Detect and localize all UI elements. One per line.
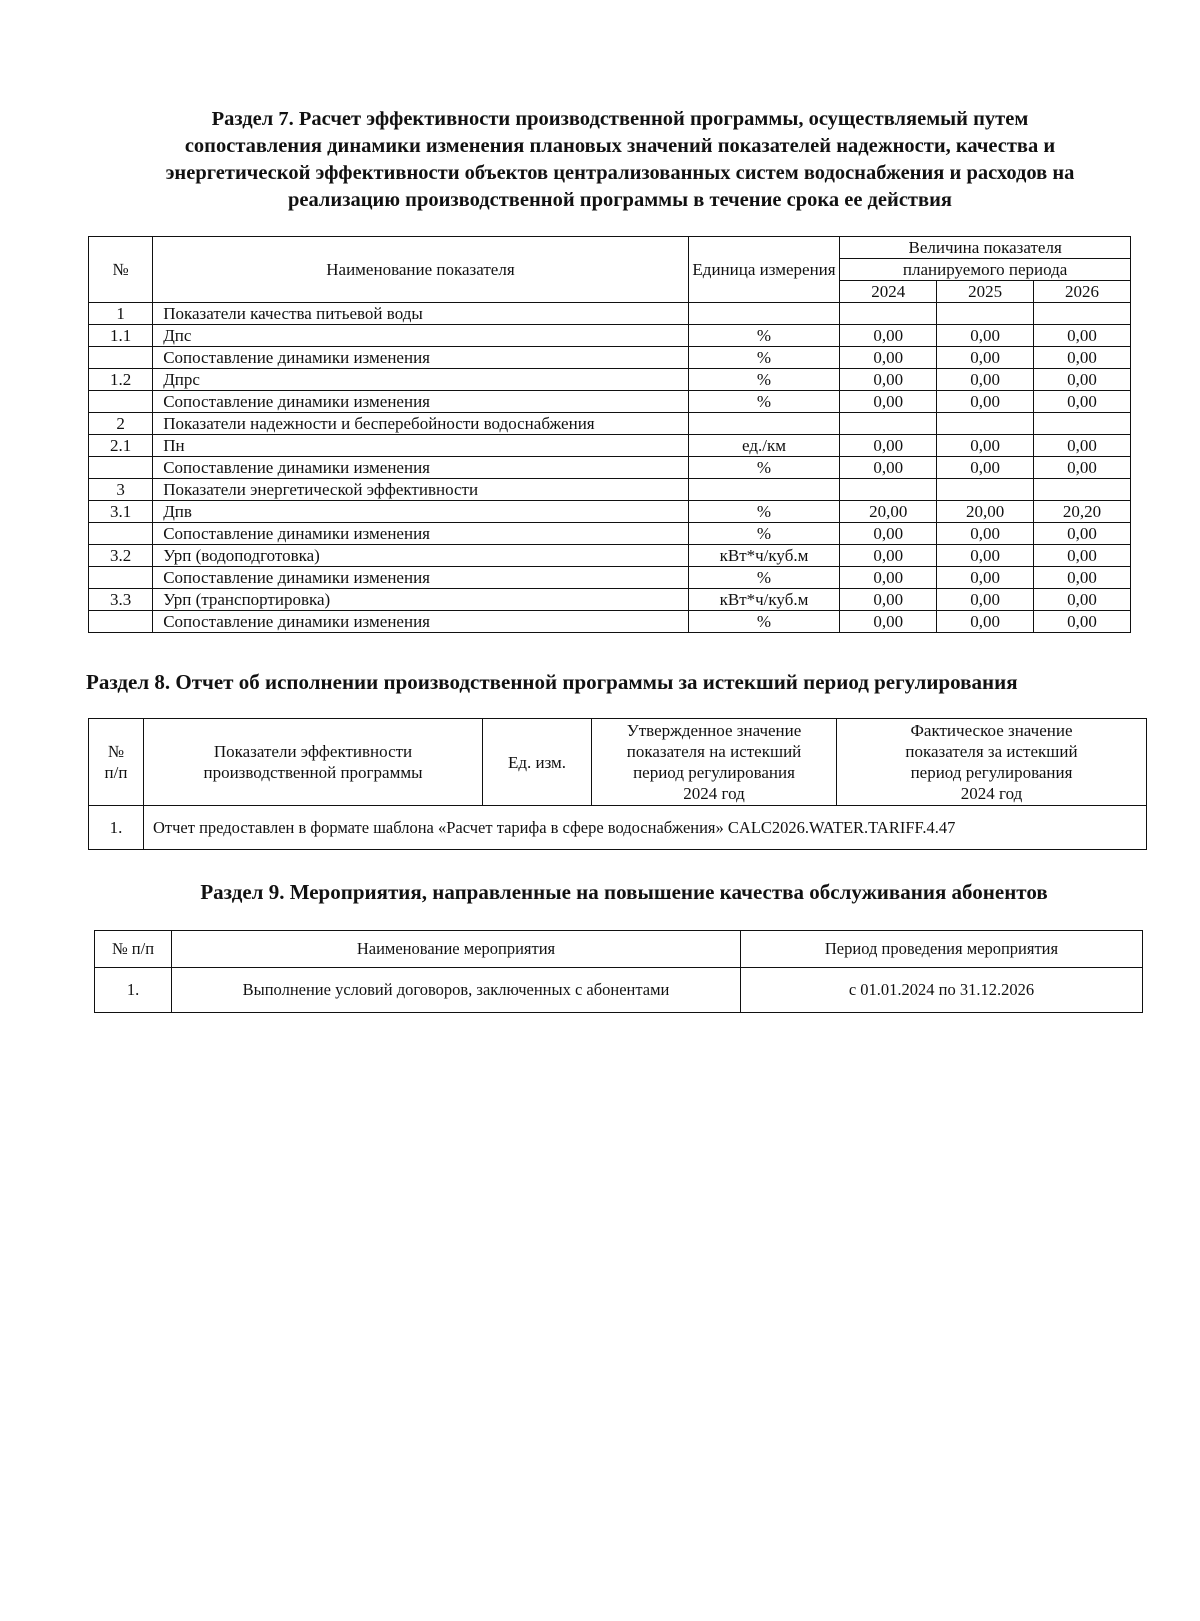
section7-title-line: Раздел 7. Расчет эффективности производственной программы, осуществляемый путем (211, 108, 1029, 130)
row-unit: кВт*ч/куб.м (688, 545, 840, 567)
row-value-2025: 0,00 (937, 545, 1034, 567)
row-value-2024: 0,00 (840, 611, 937, 633)
header-period (840, 237, 1131, 259)
section9-table (94, 930, 1143, 1013)
row-unit: % (688, 611, 840, 633)
header-num: № п/п (95, 931, 172, 968)
row-num: 3.3 (89, 589, 153, 611)
header-year: 2025 (937, 281, 1034, 303)
row-num (89, 523, 153, 545)
table-row (89, 413, 1131, 435)
row-value-2024: 0,00 (840, 347, 937, 369)
section7-title-line: реализацию производственной программы в течение срока ее действия (288, 189, 952, 211)
row-num (89, 391, 153, 413)
row-value-2025: 0,00 (937, 347, 1034, 369)
table-row (89, 806, 1147, 850)
section9-title: Раздел 9. Мероприятия, направленные на повышение качества обслуживания абонентов (200, 880, 1048, 904)
row-value-2024: 0,00 (840, 325, 937, 347)
section7-title-line: сопоставления динамики изменения плановых значений показателей надежности, качества и (184, 135, 1056, 157)
row-value-2026: 0,00 (1034, 545, 1131, 567)
row-text: Отчет предоставлен в формате шаблона «Расчет тарифа в сфере водоснабжения» CALC2026.WATER.TARIFF.4.47 (144, 806, 1147, 850)
header-num: № (89, 237, 153, 303)
row-name: Урп (транспортировка) (153, 589, 689, 611)
table-row (89, 303, 1131, 325)
section8-title: Раздел 8. Отчет об исполнении производственной программы за истекший период регулирования (86, 670, 1018, 694)
row-name: Дпрс (153, 369, 689, 391)
table-row (89, 457, 1131, 479)
row-value-2026: 0,00 (1034, 435, 1131, 457)
row-value-2024 (840, 303, 937, 325)
row-name: Сопоставление динамики изменения (153, 523, 689, 545)
row-value-2024: 0,00 (840, 567, 937, 589)
row-num: 3.2 (89, 545, 153, 567)
row-name: Показатели качества питьевой воды (153, 303, 689, 325)
table-row (89, 325, 1131, 347)
row-unit: ед./км (688, 435, 840, 457)
row-value-2024: 0,00 (840, 589, 937, 611)
row-value-2025: 0,00 (937, 435, 1034, 457)
row-value-2026: 0,00 (1034, 611, 1131, 633)
row-unit: % (688, 391, 840, 413)
header-unit: Единица измерения (688, 237, 840, 303)
row-num: 1 (89, 303, 153, 325)
row-value-2026: 20,20 (1034, 501, 1131, 523)
header-num: № п/п (89, 719, 144, 806)
row-value-2026 (1034, 479, 1131, 501)
header-period-line: Величина показателя (908, 237, 1062, 257)
row-name: Сопоставление динамики изменения (153, 391, 689, 413)
table-row (89, 479, 1131, 501)
row-name: Сопоставление динамики изменения (153, 611, 689, 633)
row-unit: % (688, 325, 840, 347)
section7-title (80, 106, 1160, 214)
row-name: Сопоставление динамики изменения (153, 457, 689, 479)
header-approved: Утвержденное значение показателя на истекший период регулирования 2024 год (592, 719, 837, 806)
row-num: 1.1 (89, 325, 153, 347)
row-name: Урп (водоподготовка) (153, 545, 689, 567)
row-value-2026: 0,00 (1034, 589, 1131, 611)
table-row (89, 611, 1131, 633)
header-name: Наименование показателя (153, 237, 689, 303)
row-num (89, 457, 153, 479)
row-value-2025: 0,00 (937, 567, 1034, 589)
row-name: Показатели энергетической эффективности (153, 479, 689, 501)
row-name: Показатели надежности и бесперебойности водоснабжения (153, 413, 689, 435)
row-unit: % (688, 501, 840, 523)
row-unit: % (688, 523, 840, 545)
header-actual: Фактическое значение показателя за истекший период регулирования 2024 год (837, 719, 1147, 806)
row-value-2025 (937, 303, 1034, 325)
table-row (89, 567, 1131, 589)
header-year: 2024 (840, 281, 937, 303)
table-row (89, 589, 1131, 611)
header-period: Период проведения мероприятия (741, 931, 1143, 968)
row-name: Дпс (153, 325, 689, 347)
section7-table (88, 236, 1131, 633)
row-num: 1. (89, 806, 144, 850)
row-num: 3.1 (89, 501, 153, 523)
table-row (89, 523, 1131, 545)
row-period: с 01.01.2024 по 31.12.2026 (741, 968, 1143, 1013)
row-value-2024: 0,00 (840, 369, 937, 391)
row-name: Дпв (153, 501, 689, 523)
table-row (95, 968, 1143, 1013)
section8-table (88, 718, 1147, 850)
row-unit (688, 479, 840, 501)
row-value-2026: 0,00 (1034, 523, 1131, 545)
row-value-2025: 0,00 (937, 391, 1034, 413)
row-value-2026 (1034, 413, 1131, 435)
table-row (89, 501, 1131, 523)
row-num (89, 611, 153, 633)
row-value-2024 (840, 413, 937, 435)
section7-title-line: энергетической эффективности объектов централизованных систем водоснабжения и расходов на (165, 162, 1075, 184)
header-indicators: Показатели эффективности производственной программы (144, 719, 483, 806)
row-value-2026: 0,00 (1034, 457, 1131, 479)
row-unit: % (688, 567, 840, 589)
row-value-2025: 20,00 (937, 501, 1034, 523)
table-row (89, 435, 1131, 457)
row-value-2024: 0,00 (840, 435, 937, 457)
row-value-2025 (937, 413, 1034, 435)
row-value-2024: 20,00 (840, 501, 937, 523)
row-value-2026: 0,00 (1034, 567, 1131, 589)
row-unit: % (688, 457, 840, 479)
table-row (89, 391, 1131, 413)
row-unit: % (688, 369, 840, 391)
row-num (89, 567, 153, 589)
table-row (89, 369, 1131, 391)
header-name: Наименование мероприятия (172, 931, 741, 968)
row-value-2026 (1034, 303, 1131, 325)
row-unit: кВт*ч/куб.м (688, 589, 840, 611)
row-unit (688, 303, 840, 325)
row-value-2026: 0,00 (1034, 369, 1131, 391)
row-name: Сопоставление динамики изменения (153, 567, 689, 589)
row-num: 2.1 (89, 435, 153, 457)
row-num: 3 (89, 479, 153, 501)
row-value-2025: 0,00 (937, 523, 1034, 545)
row-value-2025: 0,00 (937, 611, 1034, 633)
row-value-2026: 0,00 (1034, 325, 1131, 347)
row-value-2026: 0,00 (1034, 391, 1131, 413)
row-num (89, 347, 153, 369)
row-num: 1.2 (89, 369, 153, 391)
row-num: 2 (89, 413, 153, 435)
row-value-2025: 0,00 (937, 457, 1034, 479)
row-value-2026: 0,00 (1034, 347, 1131, 369)
header-unit: Ед. изм. (483, 719, 592, 806)
row-value-2025: 0,00 (937, 369, 1034, 391)
row-value-2024: 0,00 (840, 545, 937, 567)
row-value-2025: 0,00 (937, 589, 1034, 611)
row-name: Сопоставление динамики изменения (153, 347, 689, 369)
row-name: Пн (153, 435, 689, 457)
row-value-2025: 0,00 (937, 325, 1034, 347)
header-year: 2026 (1034, 281, 1131, 303)
table-row (89, 545, 1131, 567)
row-value-2024 (840, 479, 937, 501)
row-value-2024: 0,00 (840, 523, 937, 545)
row-unit (688, 413, 840, 435)
row-value-2024: 0,00 (840, 391, 937, 413)
row-value-2025 (937, 479, 1034, 501)
row-name: Выполнение условий договоров, заключенных с абонентами (172, 968, 741, 1013)
row-value-2024: 0,00 (840, 457, 937, 479)
table-row (89, 347, 1131, 369)
header-period-line2: планируемого периода (840, 259, 1131, 281)
row-num: 1. (95, 968, 172, 1013)
section7-table-body (89, 303, 1131, 633)
row-unit: % (688, 347, 840, 369)
